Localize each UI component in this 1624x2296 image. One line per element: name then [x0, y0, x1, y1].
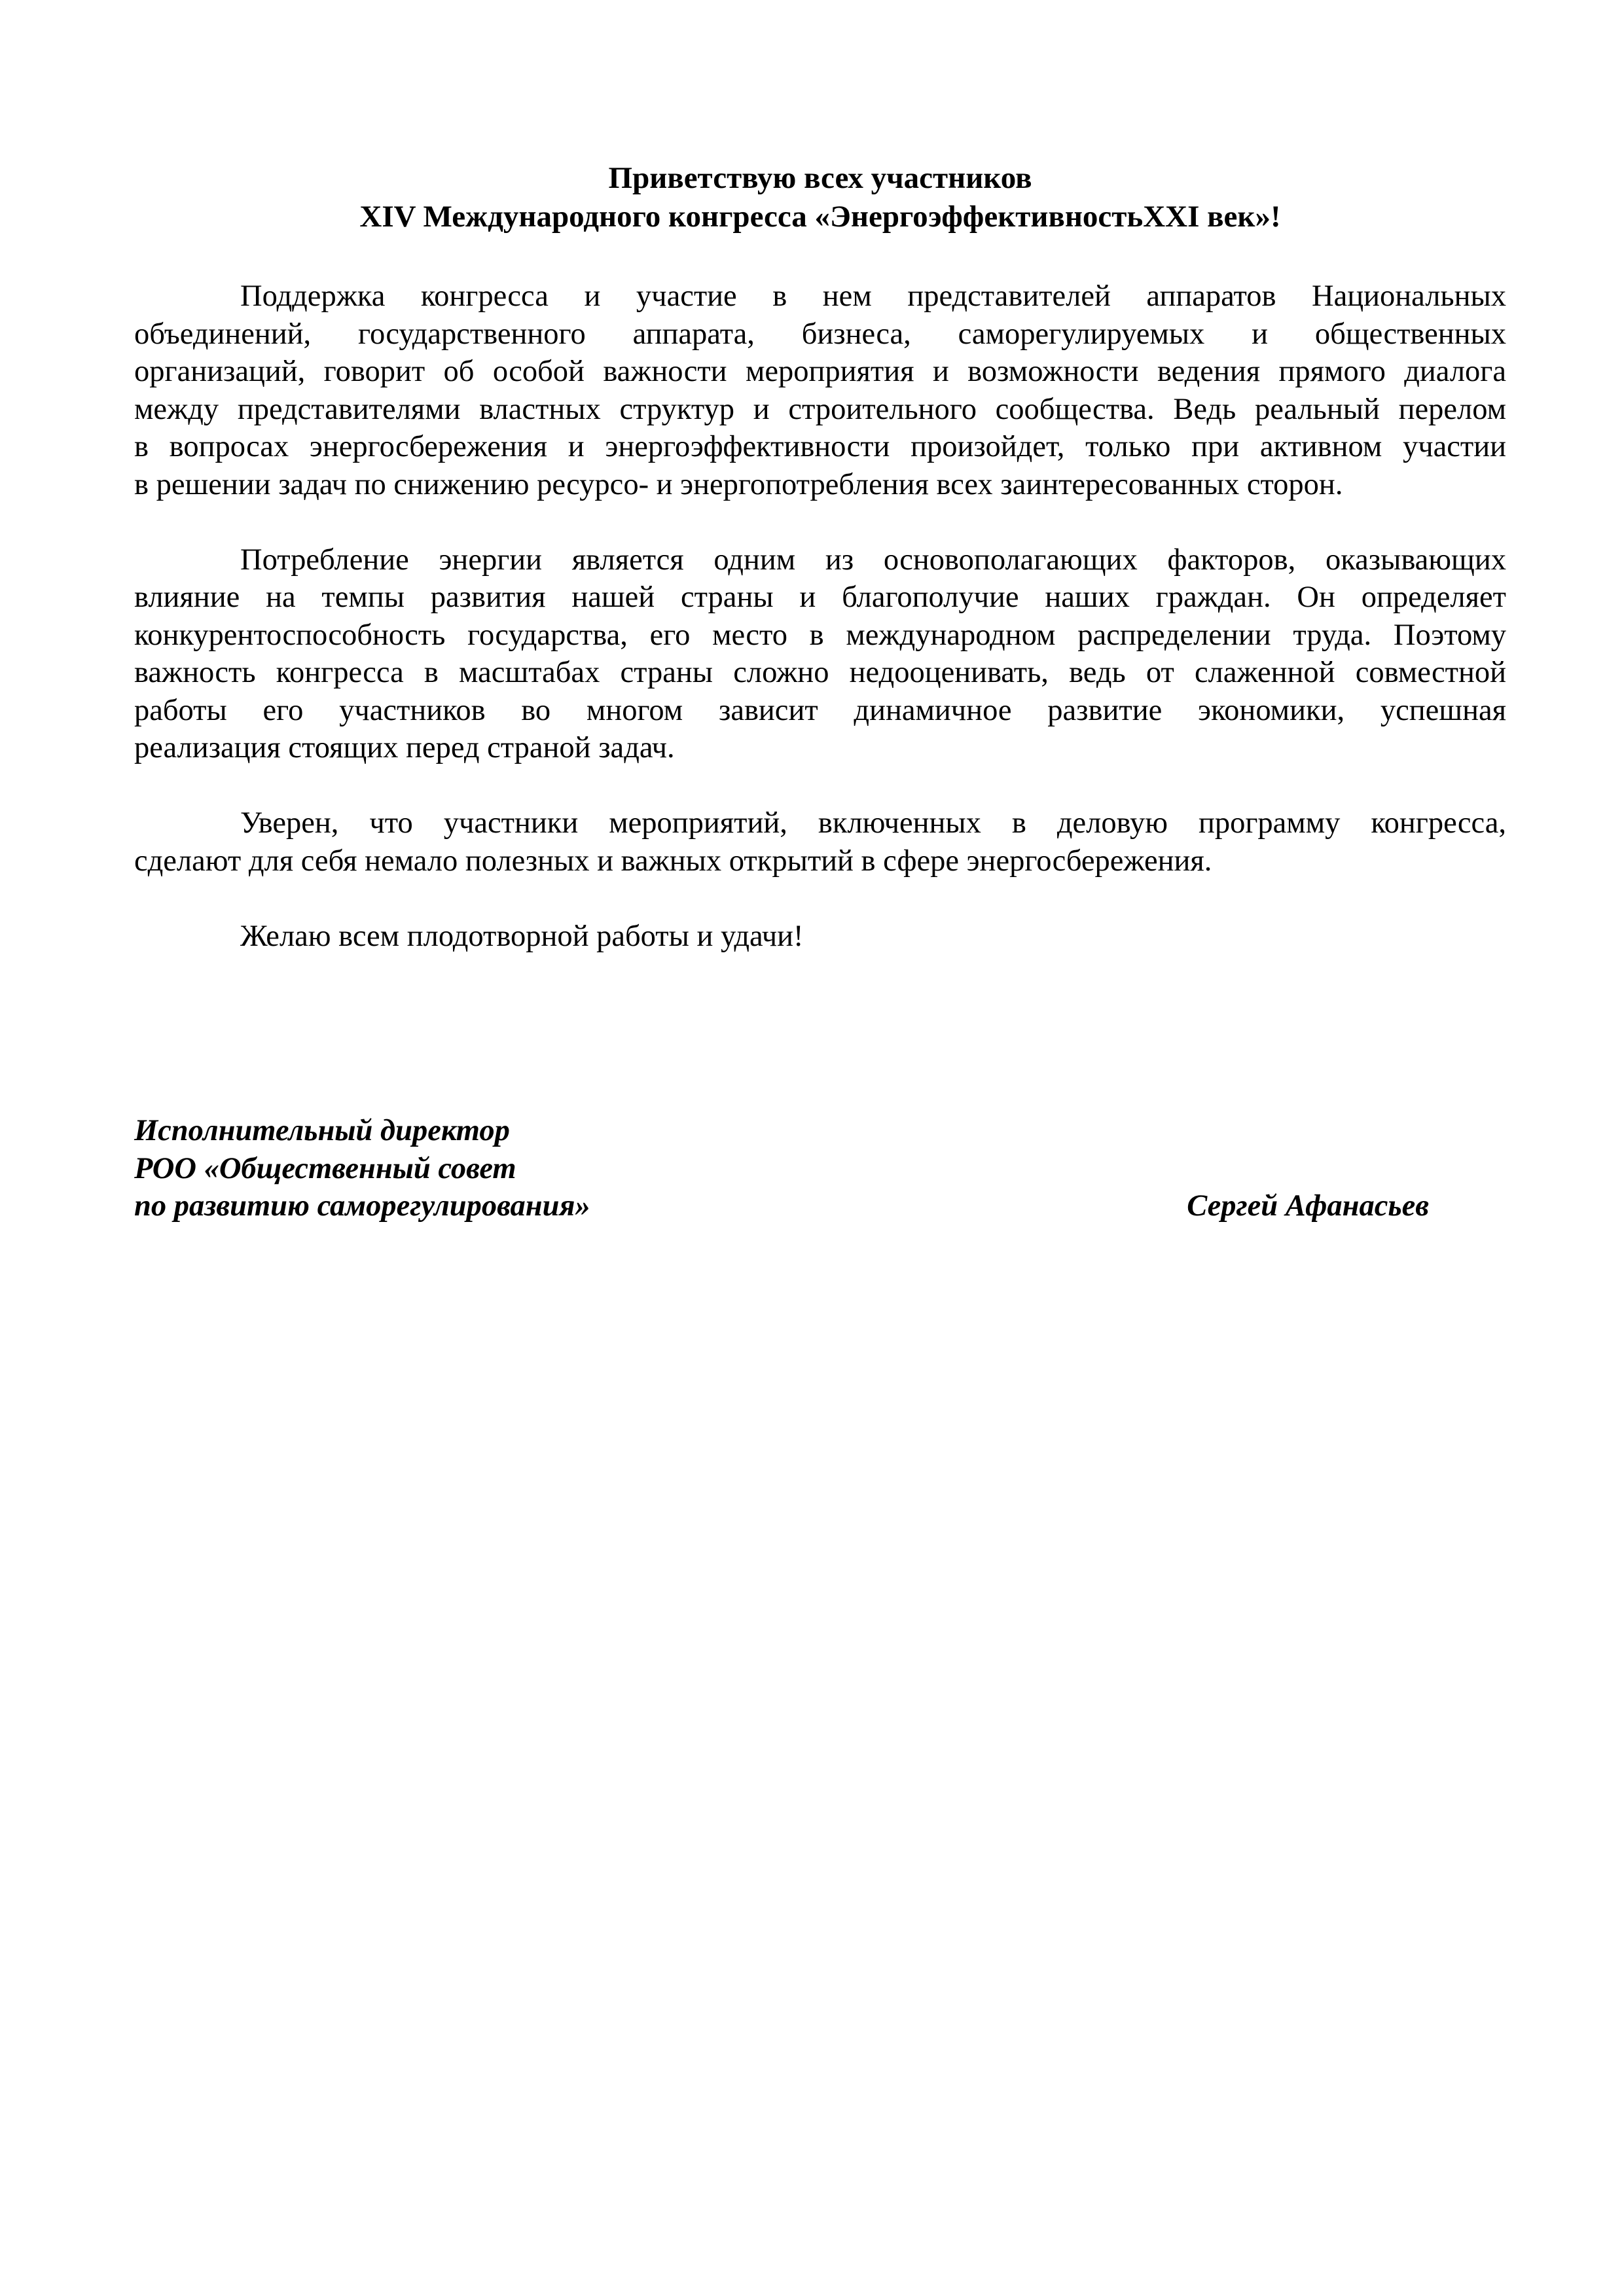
signature-block: [134, 1112, 1506, 1225]
paragraph-line: Поддержка конгресса и участие в нем представителей аппаратов Национальных: [240, 279, 1506, 313]
paragraph-1: [134, 278, 1506, 503]
paragraph-line: между представителями властных структур и строительного сообщества. Ведь реальный перелом: [134, 392, 1506, 426]
paragraph-line: сделают для себя немало полезных и важных открытий в сфере энергосбережения.: [134, 844, 1212, 878]
paragraph-line: организаций, говорит об особой важности мероприятия и возможности ведения прямого диалога: [134, 355, 1506, 388]
paragraph-line: Желаю всем плодотворной работы и удачи!: [240, 919, 804, 953]
document-body: [134, 278, 1506, 955]
title-line-2: XIV Международного конгресса «ЭнергоэффективностьXXI век»!: [359, 200, 1281, 234]
paragraph-line: влияние на темпы развития нашей страны и благополучие наших граждан. Он определяет: [134, 581, 1506, 614]
paragraph-line: важность конгресса в масштабах страны сложно недооценивать, ведь от слаженной совместной: [134, 656, 1506, 689]
title-line-1: Приветствую всех участников: [608, 161, 1032, 195]
signature-role-line-2: РОО «Общественный совет: [134, 1151, 516, 1185]
paragraph-line: объединений, государственного аппарата, бизнеса, саморегулируемых и общественных: [134, 317, 1506, 351]
paragraph-line: в вопросах энергосбережения и энергоэффективности произойдет, только при активном участии: [134, 430, 1506, 463]
signature-role-line-3: по развитию саморегулирования»: [134, 1189, 590, 1223]
document-content: [134, 159, 1506, 1225]
paragraph-line: Уверен, что участники мероприятий, включенных в деловую программу конгресса,: [240, 806, 1506, 840]
paragraph-4: [134, 918, 1506, 956]
signature-name: Сергей Афанасьев: [1187, 1189, 1429, 1223]
paragraph-line: в решении задач по снижению ресурсо- и энергопотребления всех заинтересованных сторон.: [134, 467, 1343, 501]
paragraph-3: [134, 804, 1506, 880]
paragraph-line: конкурентоспособность государства, его место в международном распределении труда. Поэтому: [134, 618, 1506, 652]
document-title: [134, 159, 1506, 236]
paragraph-line: Потребление энергии является одним из основополагающих факторов, оказывающих: [240, 543, 1506, 577]
paragraph-line: реализация стоящих перед страной задач.: [134, 731, 675, 764]
signature-row: [134, 1187, 1506, 1225]
paragraph-line: работы его участников во многом зависит динамичное развитие экономики, успешная: [134, 693, 1506, 727]
paragraph-2: [134, 541, 1506, 767]
signature-role-line-1: Исполнительный директор: [134, 1114, 510, 1147]
